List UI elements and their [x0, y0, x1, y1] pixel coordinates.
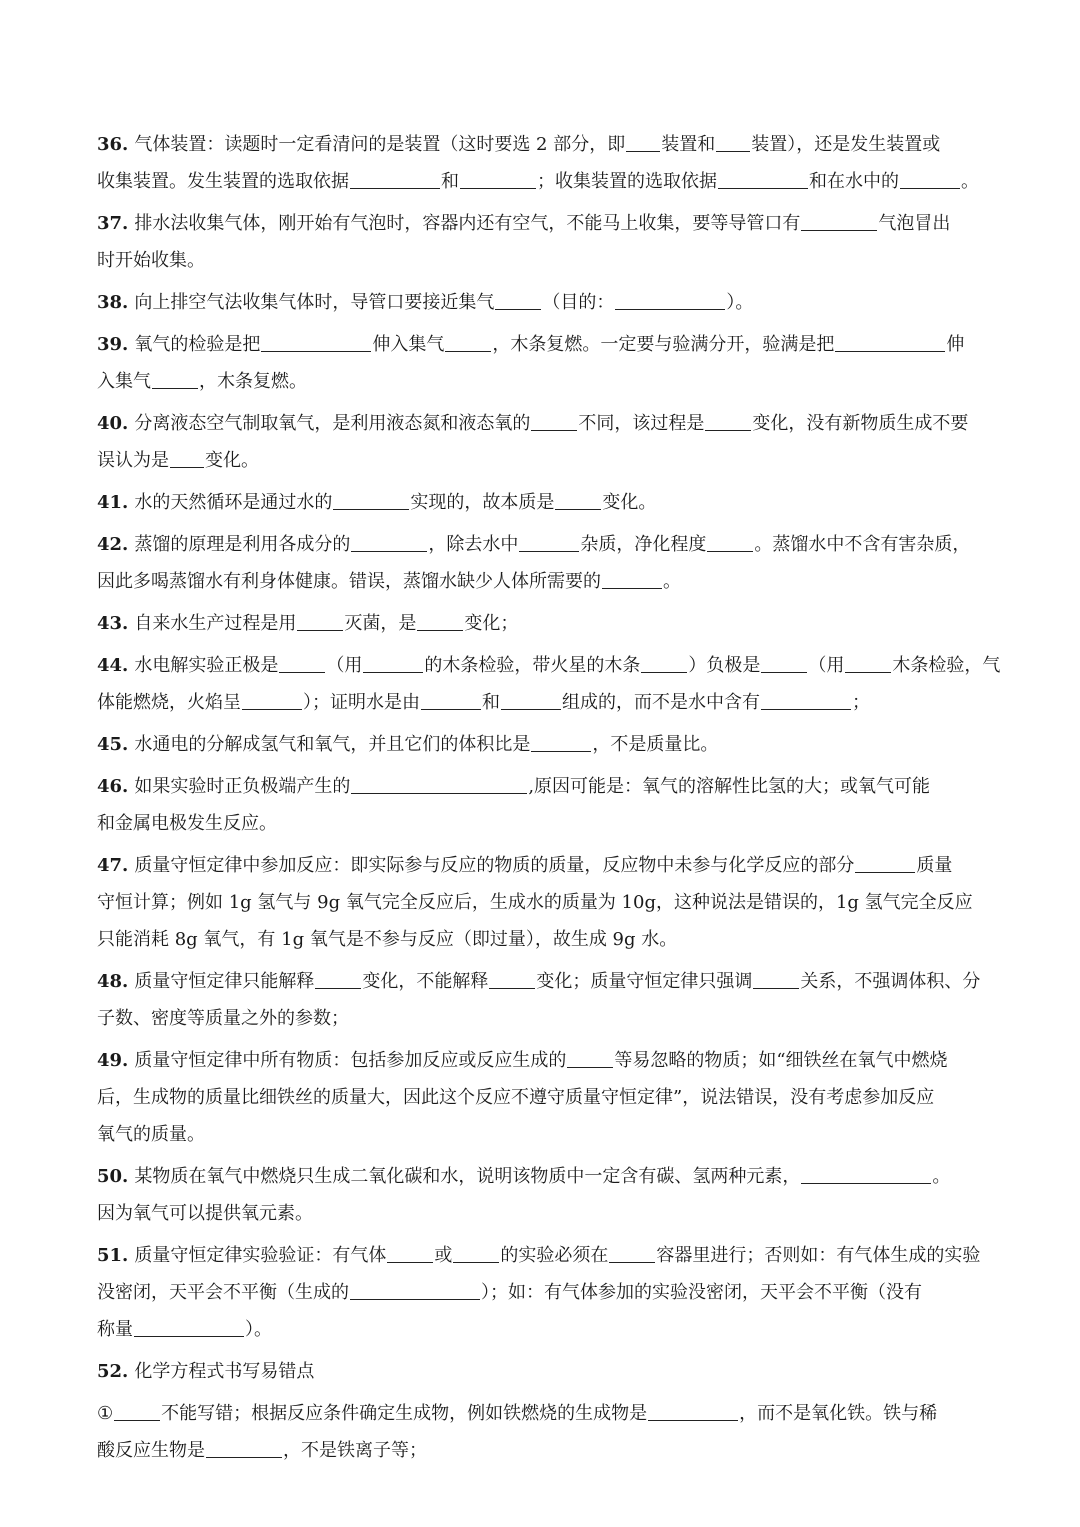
text-segment: 变化；	[464, 613, 519, 634]
text-line	[97, 884, 985, 921]
answer-blank	[648, 1419, 738, 1421]
question-item	[97, 963, 985, 1037]
text-segment: 和	[441, 171, 459, 192]
answer-blank	[531, 429, 577, 431]
text-line	[97, 526, 985, 563]
text-line	[97, 126, 985, 163]
answer-blank	[567, 1066, 613, 1068]
text-line	[97, 442, 985, 479]
text-segment: 变化，没有新物质生成不要	[752, 413, 969, 434]
text-segment: 入集气	[97, 371, 151, 392]
answer-blank	[602, 587, 662, 589]
answer-blank	[801, 1182, 931, 1184]
answer-blank	[801, 229, 877, 231]
question-item	[97, 726, 985, 763]
question-item	[97, 1353, 985, 1390]
text-segment: 气体装置：读题时一定看清问的是装置（这时要选 2 部分，即	[134, 134, 626, 155]
question-number: 39.	[97, 334, 129, 355]
question-number: 43.	[97, 613, 129, 634]
text-segment: 关系，不强调体积、分	[800, 971, 981, 992]
answer-blank	[855, 871, 915, 873]
answer-blank	[297, 629, 343, 631]
text-segment: 时开始收集。	[97, 250, 205, 271]
question-number: 45.	[97, 734, 129, 755]
text-line	[97, 1042, 985, 1079]
answer-blank	[445, 350, 491, 352]
question-number: 48.	[97, 971, 129, 992]
answer-blank	[835, 350, 945, 352]
text-segment: 守恒计算；例如 1g 氢气与 9g 氧气完全反应后，生成水的质量为 10g，这种说法是错误的，1g 氢气完全反应	[97, 892, 973, 913]
text-segment: 。	[932, 1166, 951, 1187]
text-segment: 灭菌，是	[344, 613, 417, 634]
text-segment: 氧气的质量。	[97, 1124, 205, 1145]
text-segment: 变化，不能解释	[362, 971, 489, 992]
text-segment: 伸入集气	[372, 334, 445, 355]
question-item	[97, 768, 985, 842]
text-segment: 。蒸馏水中不含有害杂质，	[754, 534, 971, 555]
text-line	[97, 1237, 985, 1274]
text-segment: ）；如：有气体参加的实验没密闭，天平会不平衡（没有	[481, 1282, 922, 1303]
text-segment: 只能消耗 8g 氧气，有 1g 氧气是不参与反应（即过量），故生成 9g 水。	[97, 929, 678, 950]
question-item	[97, 126, 985, 200]
text-segment: 容器里进行；否则如：有气体生成的实验	[656, 1245, 981, 1266]
answer-blank	[753, 987, 799, 989]
question-number: 44.	[97, 655, 129, 676]
question-number: 36.	[97, 134, 129, 155]
text-segment: ，木条复燃。一定要与验满分开，验满是把	[492, 334, 835, 355]
text-segment: 排水法收集气体，刚开始有气泡时，容器内还有空气，不能马上收集，要等导管口有	[134, 213, 801, 234]
answer-blank	[351, 792, 527, 794]
text-segment: 或	[434, 1245, 453, 1266]
question-number: 41.	[97, 492, 129, 513]
text-line	[97, 1000, 985, 1037]
text-segment: 不能写错；根据反应条件确定生成物，例如铁燃烧的生成物是	[161, 1403, 648, 1424]
text-line	[97, 205, 985, 242]
question-item	[97, 847, 985, 958]
text-line	[97, 284, 985, 321]
text-line	[97, 768, 985, 805]
text-segment: 蒸馏的原理是利用各成分的	[134, 534, 351, 555]
answer-blank	[421, 708, 481, 710]
text-line	[97, 805, 985, 842]
answer-blank	[460, 187, 536, 189]
text-segment: 误认为是	[97, 450, 169, 471]
text-line	[97, 163, 985, 200]
text-line	[97, 1158, 985, 1195]
answer-blank	[761, 671, 807, 673]
text-segment: 木条检验，气	[892, 655, 1001, 676]
answer-blank	[707, 550, 753, 552]
question-number: 37.	[97, 213, 129, 234]
answer-blank	[501, 708, 561, 710]
question-item	[97, 284, 985, 321]
text-segment: ；	[852, 692, 870, 713]
text-segment: 化学方程式书写易错点	[134, 1361, 315, 1382]
text-line	[97, 921, 985, 958]
text-segment: 自来水生产过程是用	[134, 613, 297, 634]
text-segment: 酸反应生物是	[97, 1440, 205, 1461]
text-segment: ；收集装置的选取依据	[537, 171, 717, 192]
text-segment: 等易忽略的物质；如“细铁丝在氧气中燃烧	[614, 1050, 948, 1071]
text-line	[97, 963, 985, 1000]
text-line	[97, 1116, 985, 1153]
text-segment: 因为氧气可以提供氧元素。	[97, 1203, 313, 1224]
text-line	[97, 1432, 985, 1469]
answer-blank	[333, 508, 409, 510]
question-number: 42.	[97, 534, 129, 555]
question-item	[97, 326, 985, 400]
answer-blank	[350, 187, 440, 189]
text-segment: 质量守恒定律只能解释	[134, 971, 315, 992]
question-number: 40.	[97, 413, 129, 434]
question-item	[97, 405, 985, 479]
text-line	[97, 1274, 985, 1311]
text-segment: 不同，该过程是	[578, 413, 705, 434]
text-segment: 水的天然循环是通过水的	[134, 492, 333, 513]
question-item	[97, 1042, 985, 1153]
worksheet-content	[97, 126, 1001, 1474]
answer-blank	[134, 1335, 244, 1337]
answer-blank	[626, 150, 660, 152]
text-segment: ，不是铁离子等；	[283, 1440, 427, 1461]
answer-blank	[206, 1456, 282, 1458]
text-segment: 如果实验时正负极端产生的	[134, 776, 351, 797]
question-number: 38.	[97, 292, 129, 313]
text-line	[97, 1079, 985, 1116]
text-segment: 收集装置。发生装置的选取依据	[97, 171, 349, 192]
text-segment: 质量守恒定律中参加反应：即实际参与反应的物质的质量，反应物中未参与化学反应的部分	[134, 855, 855, 876]
question-item	[97, 1158, 985, 1232]
answer-blank	[641, 671, 687, 673]
question-item	[97, 1395, 985, 1469]
question-number: 47.	[97, 855, 129, 876]
text-segment: 水电解实验正极是	[134, 655, 279, 676]
text-segment: 杂质，净化程度	[580, 534, 707, 555]
question-item	[97, 1237, 985, 1348]
text-segment: 。	[663, 571, 681, 592]
question-item	[97, 205, 985, 279]
text-segment: 的木条检验，带火星的木条	[424, 655, 641, 676]
text-segment: ，除去水中	[428, 534, 519, 555]
answer-blank	[453, 1261, 499, 1263]
text-segment: ，木条复燃。	[199, 371, 307, 392]
answer-blank	[387, 1261, 433, 1263]
text-line	[97, 563, 985, 600]
text-line	[97, 726, 985, 763]
answer-blank	[170, 466, 204, 468]
text-segment: 质量守恒定律实验验证：有气体	[134, 1245, 387, 1266]
text-segment: 水通电的分解成氢气和氧气，并且它们的体积比是	[134, 734, 531, 755]
text-segment: 分离液态空气制取氧气，是利用液态氮和液态氧的	[134, 413, 531, 434]
text-segment: 组成的，而不是水中含有	[562, 692, 760, 713]
answer-blank	[615, 308, 725, 310]
text-segment: 变化。	[205, 450, 259, 471]
text-line	[97, 647, 1001, 684]
text-line	[97, 1353, 985, 1390]
text-line	[97, 363, 985, 400]
answer-blank	[363, 671, 423, 673]
text-segment: 变化。	[602, 492, 657, 513]
text-segment: ，不是质量比。	[592, 734, 719, 755]
text-segment: 的实验必须在	[500, 1245, 609, 1266]
answer-blank	[279, 671, 325, 673]
answer-blank	[489, 987, 535, 989]
question-number: 51.	[97, 1245, 129, 1266]
text-line	[97, 242, 985, 279]
text-line	[97, 484, 985, 521]
text-segment: ）。	[245, 1319, 272, 1340]
text-line	[97, 1195, 985, 1232]
text-segment: 质量	[916, 855, 953, 876]
text-segment: ,原因可能是：氧气的溶解性比氢的大；或氧气可能	[528, 776, 931, 797]
text-line	[97, 605, 985, 642]
answer-blank	[152, 387, 198, 389]
text-segment: 和	[482, 692, 500, 713]
answer-blank	[519, 550, 579, 552]
text-line	[97, 405, 985, 442]
text-segment: 装置和	[661, 134, 716, 155]
text-segment: ，而不是氧化铁。铁与稀	[739, 1403, 938, 1424]
text-segment: 氧气的检验是把	[134, 334, 261, 355]
question-number: 46.	[97, 776, 129, 797]
text-segment: 因此多喝蒸馏水有利身体健康。错误，蒸馏水缺少人体所需要的	[97, 571, 601, 592]
text-segment: 和在水中的	[809, 171, 899, 192]
text-segment: ①	[97, 1403, 114, 1424]
question-item	[97, 526, 985, 600]
answer-blank	[900, 187, 960, 189]
answer-blank	[242, 708, 302, 710]
answer-blank	[350, 1298, 480, 1300]
question-number: 50.	[97, 1166, 129, 1187]
question-item	[97, 484, 985, 521]
text-line	[97, 1395, 985, 1432]
text-segment: 体能燃烧，火焰呈	[97, 692, 241, 713]
question-number: 52.	[97, 1361, 129, 1382]
text-segment: 。	[961, 171, 979, 192]
answer-blank	[845, 671, 891, 673]
text-segment: 后，生成物的质量比细铁丝的质量大，因此这个反应不遵守质量守恒定律”，说法错误，没有考虑参加反应	[97, 1087, 935, 1108]
text-segment: ）。	[726, 292, 754, 313]
question-item	[97, 605, 985, 642]
text-segment: （用	[808, 655, 845, 676]
text-segment: 向上排空气法收集气体时，导管口要接近集气	[134, 292, 495, 313]
text-segment: 没密闭，天平会不平衡（生成的	[97, 1282, 349, 1303]
answer-blank	[609, 1261, 655, 1263]
answer-blank	[716, 150, 750, 152]
text-segment: 某物质在氧气中燃烧只生成二氧化碳和水，说明该物质中一定含有碳、氢两种元素，	[134, 1166, 801, 1187]
answer-blank	[555, 508, 601, 510]
answer-blank	[351, 550, 427, 552]
question-number: 49.	[97, 1050, 129, 1071]
text-segment: 气泡冒出	[878, 213, 951, 234]
text-segment: 和金属电极发生反应。	[97, 813, 277, 834]
answer-blank	[705, 429, 751, 431]
text-segment: ）；证明水是由	[303, 692, 420, 713]
answer-blank	[495, 308, 541, 310]
text-segment: 伸	[946, 334, 965, 355]
answer-blank	[718, 187, 808, 189]
text-line	[97, 1311, 985, 1348]
answer-blank	[114, 1419, 160, 1421]
text-segment: 子数、密度等质量之外的参数；	[97, 1008, 349, 1029]
text-segment: ）负极是	[688, 655, 761, 676]
text-segment: （目的：	[542, 292, 615, 313]
text-line	[97, 847, 985, 884]
text-line	[97, 326, 985, 363]
answer-blank	[315, 987, 361, 989]
text-segment: （用	[326, 655, 363, 676]
answer-blank	[761, 708, 851, 710]
question-item	[97, 647, 1001, 721]
text-segment: 变化；质量守恒定律只强调	[536, 971, 753, 992]
text-segment: 称量	[97, 1319, 133, 1340]
answer-blank	[417, 629, 463, 631]
text-segment: 实现的，故本质是	[410, 492, 555, 513]
text-line	[97, 684, 985, 721]
text-segment: 装置），还是发生装置或	[751, 134, 941, 155]
answer-blank	[261, 350, 371, 352]
answer-blank	[531, 750, 591, 752]
text-segment: 质量守恒定律中所有物质：包括参加反应或反应生成的	[134, 1050, 567, 1071]
